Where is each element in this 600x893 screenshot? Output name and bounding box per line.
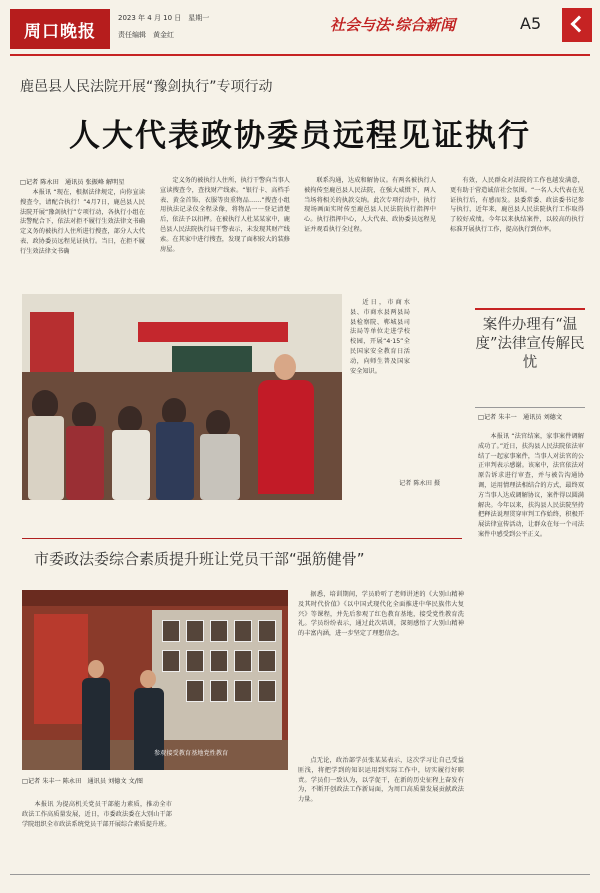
portrait-frame	[234, 650, 252, 672]
student-figure	[162, 398, 186, 424]
student-figure	[206, 410, 230, 436]
student-figure	[28, 416, 64, 500]
visitor-body	[134, 688, 164, 770]
portrait-frame	[186, 620, 204, 642]
responsible-editor: 责任编辑 黄金红	[118, 31, 174, 39]
article1-column-4	[450, 176, 584, 280]
article2-column-1-text: 本报讯 为提高机关党员干部能力素质，推动全市政法工作高质量发展，近日，市委政法委在大别山干部学院组织全市政法系统党员干部开展综合素质提升班。	[22, 801, 172, 828]
article2-column-2-text: 据悉，培训期间，学员聆听了老师讲述的《大别山精神及其时代价值》《以中国式现代化全面推进中华民族伟大复兴》等课程，并先后参观了红色教育基地，接受党性教育洗礼。学员纷纷表示，通过此次培训，深刻感悟了大别山精神的丰富内涵，进一步坚定了理想信念。	[298, 591, 464, 638]
student-figure	[118, 406, 142, 432]
photo1-caption	[350, 298, 410, 474]
article1-subhead: 鹿邑县人民法院开展“豫剑执行”专项行动	[20, 79, 273, 95]
article2-title: 市委政法委综合素质提升班让党员干部“强筋健骨”	[34, 550, 365, 568]
photo1-caption-text: 近日，市商水县、市商水县两县局县检察院、郸城县司法局等单位走进学校校园，开展“4·15”全民国家安全教育日活动，向师生普及国家安全知识。	[350, 299, 410, 375]
portrait-frame	[186, 650, 204, 672]
photo-exhibit-board	[34, 614, 88, 724]
page-number: A5	[520, 14, 542, 33]
portrait-frame	[162, 650, 180, 672]
classroom-photo	[22, 294, 342, 500]
article1-column-3-text: 联系沟通，达成和解协议。有两名被执行人被拘传至鹿邑县人民法院，在强大威慑下，两人当场将相关的执款交纳。此次专项行动中，执行现场画面实时传至鹿邑县人民法院执行指挥中心。执行指挥中心，人大代表、政协委员远程见证并观看执行全过程。	[304, 177, 436, 233]
article2-byline: □记者 朱丰一 陈永田 通讯员 刘德文 文/图	[22, 778, 143, 785]
student-figure	[72, 402, 96, 428]
article1-column-3	[304, 176, 436, 280]
student-figure	[112, 430, 150, 500]
article2-top-rule	[22, 538, 462, 539]
portrait-frame	[210, 680, 228, 702]
footer-divider	[10, 874, 590, 875]
article2-column-3	[298, 756, 464, 866]
article2-column-2	[298, 590, 464, 750]
article1-column-2-text: 定义务的被执行人住所，执行干警向当事人宣读搜查令，查找财产线索。“银行卡、高档手表、黄金首饰、衣服等贵重物品……”搜查小组用执法记录仪全程录像，将物品一一登记清楚后，依法予以扣押。在被执行人杜某某家中，鹿邑县人民法院执行局干警表示，未发现其财产线索。在其家中进行搜查，发现了面积较大的装修房屋。	[160, 177, 290, 253]
article1-column-1-text: 本报讯 “现在，根据法律规定，向你宣读搜查令，请配合执行！”4月7日，鹿邑县人民法院开展“豫剑执行”专项行动，各执行小组在法警配合下，依法对拒不履行生效法律文书确定义务的被执行人住所进行搜查，部分人大代表、政协委员远程见证执行。当日，在拒不履行生效法律文书确	[20, 189, 145, 255]
article1-column-2	[160, 176, 290, 280]
portrait-frame	[258, 650, 276, 672]
sidebar-body	[478, 432, 584, 868]
student-figure	[66, 426, 104, 500]
portrait-frame	[162, 620, 180, 642]
student-figure	[156, 422, 194, 500]
portrait-frame	[186, 680, 204, 702]
article1-byline: □记者 陈永田 通讯员 张振峰 解明星	[20, 179, 125, 186]
portrait-frame	[210, 650, 228, 672]
teacher-figure	[252, 354, 320, 494]
portrait-frame	[258, 680, 276, 702]
portrait-frame	[234, 680, 252, 702]
header-divider	[10, 54, 590, 56]
museum-photo	[22, 590, 288, 770]
article2-column-3-text: 点无论，政治部学员张某某表示，这次学习让自己受益匪浅，将把学到的知识运用到实际工作中，切实履行好职责。学员们一致认为，以学促干，在新的历史征程上奋发有为，不断开创政法工作新局面，为周口高质量发展贡献政法力量。	[298, 757, 464, 804]
sidebar-body-text: 本报讯 “法官结案，家事案件调解成功了。”近日，扶沟县人民法院依法审结了一起家事案件，当事人对法官的公正审判表示感谢。该案中，法官依法对原告诉求进行审查，并与被告沟通协调，运用情理法相结合的方式，最终双方当事人达成调解协议，案件得以圆满解决。今年以来，扶沟县人民法院坚持把释法说理贯穿审判工作始终，积极开展法律宣传活动，让群众在每一个司法案件中感受到公平正义。	[478, 433, 584, 538]
page-tab-icon	[562, 8, 592, 42]
visitor-head	[140, 670, 156, 688]
article1-column-4-text: 有效，人民群众对法院的工作也越发满意，更有助于营造诚信社会氛围。“一名人大代表在见证执行后，有感而发。县委常委、政法委书记参与执行，近年来，鹿邑县人民法院执行工作取得了较好成绩。今年以来执结案件，以较高的执行标准开展执行工作，提高执行到位率。	[450, 177, 584, 233]
article1-column-1	[20, 188, 145, 280]
sidebar-title: 案件办理有“温度”法律宣传解民忧	[475, 317, 585, 371]
visitor-body	[82, 678, 110, 770]
issue-date: 2023 年 4 月 10 日 星期一	[118, 14, 210, 22]
sidebar-divider	[475, 407, 585, 408]
section-name: 社会与法·综合新闻	[330, 16, 456, 34]
photo-red-banner-left	[30, 312, 74, 372]
photo-ceiling	[22, 590, 288, 606]
student-figure	[200, 434, 240, 500]
portrait-frame	[210, 620, 228, 642]
sidebar-byline: □记者 朱丰一 通讯员 刘德文	[478, 414, 563, 421]
photo2-caption: 参观接受教育基地党性教育	[154, 750, 229, 757]
portrait-frame	[258, 620, 276, 642]
portrait-frame	[234, 620, 252, 642]
sidebar-feature-box	[475, 308, 585, 400]
student-figure	[32, 390, 58, 418]
article2-column-1	[22, 800, 172, 866]
teacher-red-vest	[258, 380, 314, 494]
masthead-logo: 周口晚报	[10, 9, 110, 49]
article1-headline: 人大代表政协委员远程见证执行	[69, 118, 531, 154]
photo-red-banner	[138, 322, 288, 342]
photo1-credit: 记者 陈永田 摄	[399, 480, 441, 487]
visitor-head	[88, 660, 104, 678]
teacher-head	[274, 354, 296, 380]
